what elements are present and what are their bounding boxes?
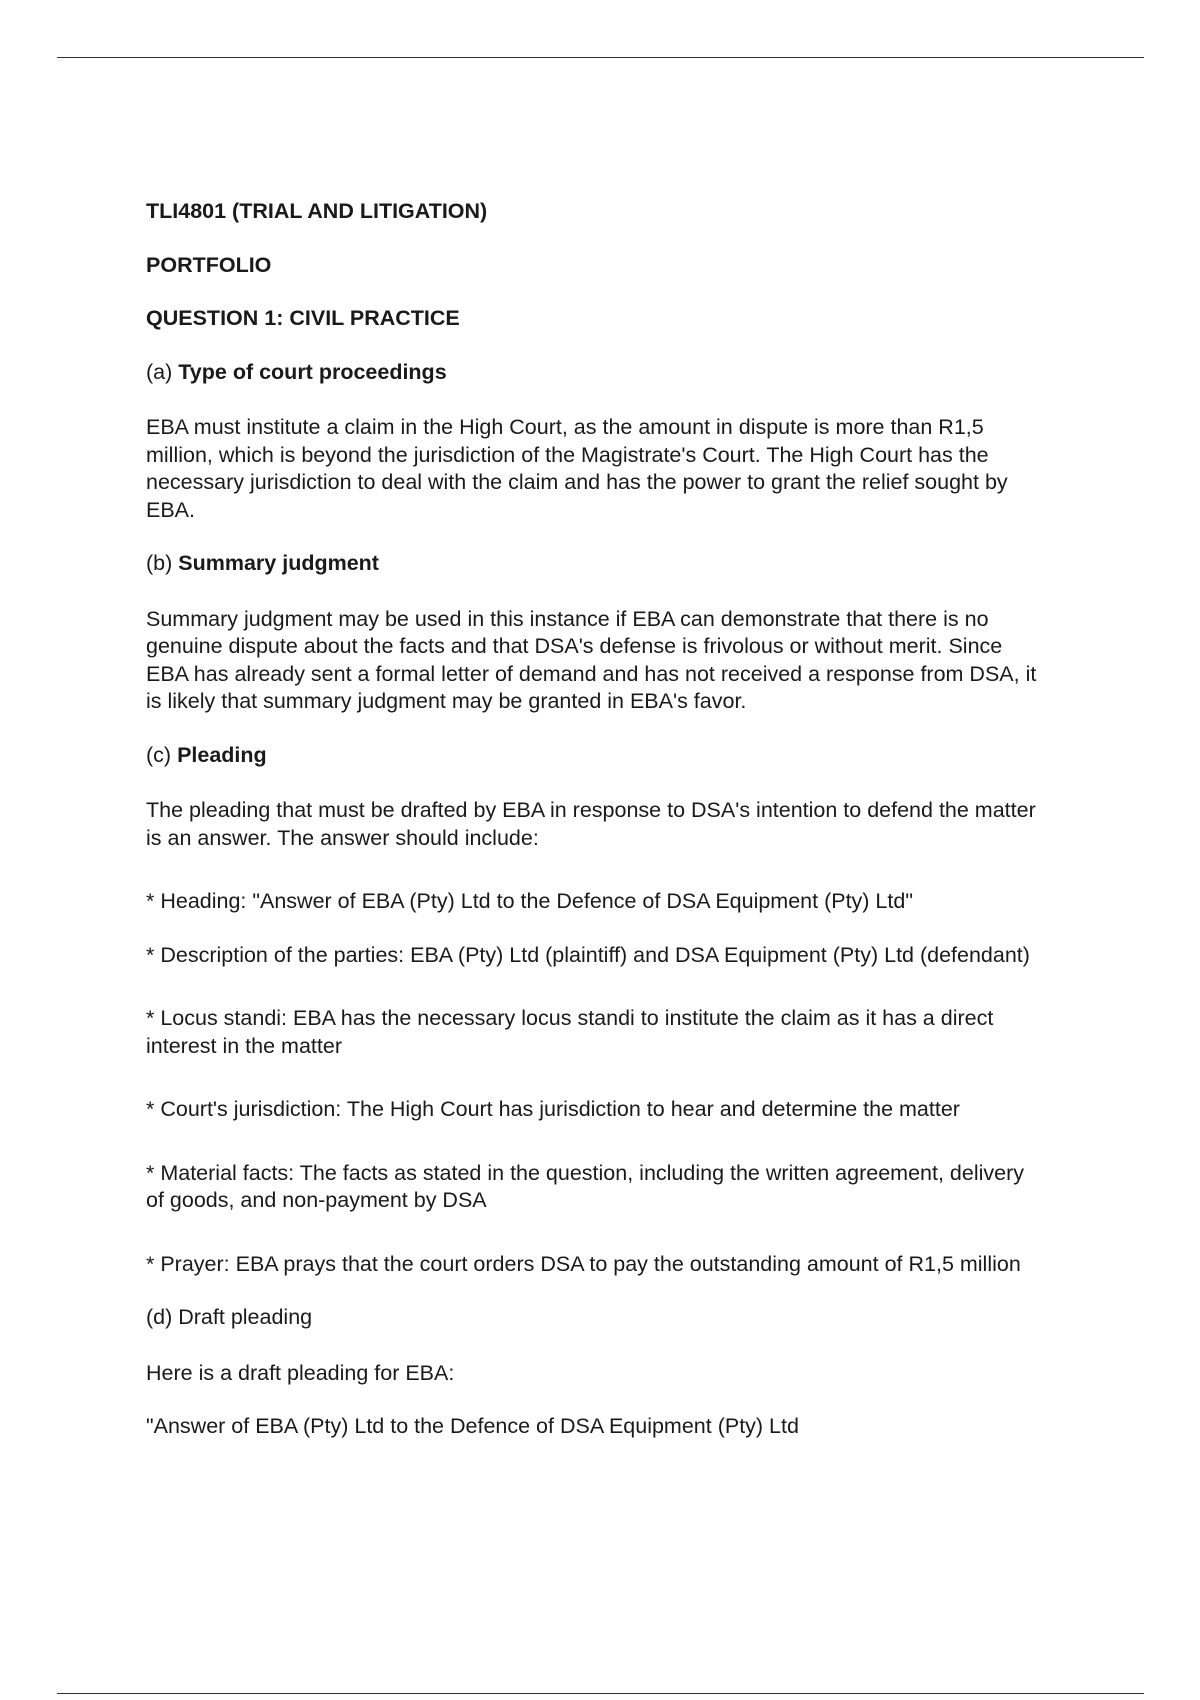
list-item-material-facts: * Material facts: The facts as stated in the question, including the written agreement, delivery of goods, and non-payment by DSA xyxy=(146,1160,1024,1212)
question-heading: QUESTION 1: CIVIL PRACTICE xyxy=(146,306,460,330)
section-b-heading xyxy=(146,550,1046,578)
section-b-body: Summary judgment may be used in this instance if EBA can demonstrate that there is no genuine dispute about the facts and that DSA's defense is frivolous or without merit. Since EBA has already sent a formal letter of demand and has not received a response from DSA, it is likely that summary judgment may be granted in EBA's favor. xyxy=(146,606,1037,713)
list-item-jurisdiction: * Court's jurisdiction: The High Court has jurisdiction to hear and determine the matter xyxy=(146,1097,960,1121)
section-a-heading xyxy=(146,359,1046,387)
course-title: TLI4801 (TRIAL AND LITIGATION) xyxy=(146,199,488,223)
section-c-title: Pleading xyxy=(177,742,267,767)
bottom-rule xyxy=(57,1693,1144,1694)
top-rule xyxy=(57,57,1144,58)
section-d-intro: Here is a draft pleading for EBA: xyxy=(146,1360,455,1385)
list-item-heading: * Heading: "Answer of EBA (Pty) Ltd to the Defence of DSA Equipment (Pty) Ltd" xyxy=(146,889,913,913)
list-item-prayer: * Prayer: EBA prays that the court orders DSA to pay the outstanding amount of R1,5 million xyxy=(146,1251,1021,1276)
section-c-body: The pleading that must be drafted by EBA in response to DSA's intention to defend the matter is an answer. The answer should include: xyxy=(146,798,1036,850)
section-c-heading xyxy=(146,742,1046,770)
section-b-label: (b) xyxy=(146,551,173,575)
document-body xyxy=(146,198,1046,1441)
list-item-locus-standi: * Locus standi: EBA has the necessary locus standi to institute the claim as it has a direct interest in the matter xyxy=(146,1006,994,1058)
section-b-title: Summary judgment xyxy=(178,551,379,575)
section-a-title: Type of court proceedings xyxy=(178,359,447,384)
section-a-label: (a) xyxy=(146,359,173,384)
section-a-body: EBA must institute a claim in the High Court, as the amount in dispute is more than R1,5 million, which is beyond the jurisdiction of the Magistrate's Court. The High Court has the necessary jurisdiction to deal with the claim and has the power to grant the relief sought by EBA. xyxy=(146,415,1008,522)
portfolio-heading: PORTFOLIO xyxy=(146,252,272,277)
section-d-heading: (d) Draft pleading xyxy=(146,1305,313,1329)
section-d-quote: "Answer of EBA (Pty) Ltd to the Defence of DSA Equipment (Pty) Ltd xyxy=(146,1414,799,1438)
list-item-parties: * Description of the parties: EBA (Pty) Ltd (plaintiff) and DSA Equipment (Pty) Ltd (defendant) xyxy=(146,942,1030,967)
section-c-label: (c) xyxy=(146,742,172,767)
